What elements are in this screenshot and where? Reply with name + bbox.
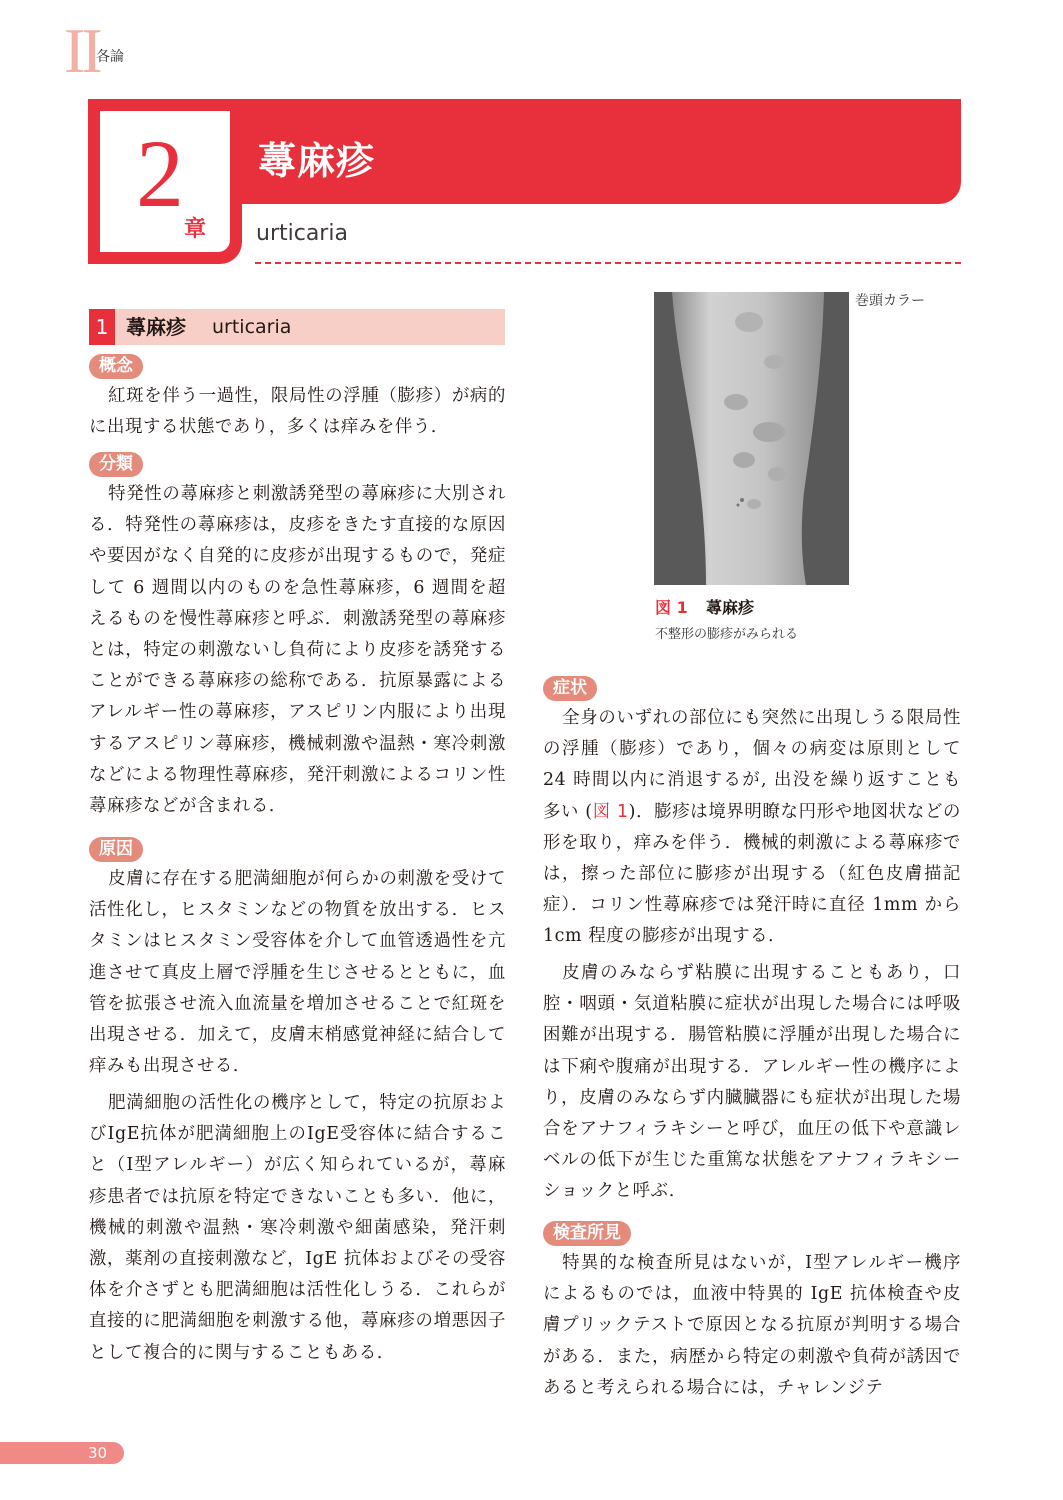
exam-paragraph: 特異的な検査所見はないが，Ⅰ型アレルギー機序によるものでは，血液中特異的 IgE 抗体検査や皮膚プリックテストで原因となる抗原が判明する場合がある．また，病歴から特定の刺激や負荷が誘因であると考えられる場合には，チャレンジテ <box>543 1253 961 1398</box>
figure-title: 蕁麻疹 <box>706 598 755 617</box>
part-label: 各論 <box>96 49 124 65</box>
symptoms-paragraph-2: 皮膚のみならず粘膜に出現することもあり，口腔・咽頭・気道粘膜に症状が出現した場合には呼吸困難が出現する．腸管粘膜に浮腫が出現した場合には下痢や腹痛が出現する．アレルギー性の機序により，皮膚のみならず内臓臓器にも症状が出現した場合をアナフィラキシーと呼び，血圧の低下や意識レベルの低下が生じた重篤な状態をアナフィラキシーショックと呼ぶ． <box>543 963 961 1202</box>
heading-symptoms: 症状 <box>543 676 597 701</box>
figure-1-reference[interactable]: 図 1 <box>592 801 629 822</box>
symptoms-paragraph-1 <box>543 703 961 953</box>
section-number: 1 <box>89 309 115 345</box>
chapter-divider <box>255 262 961 264</box>
cause-paragraph-2: 肥満細胞の活性化の機序として，特定の抗原およびIgE抗体が肥満細胞上のIgE受容体に結合すること（Ⅰ型アレルギー）が広く知られているが，蕁麻疹患者では抗原を特定できないことも多い．他に，機械的刺激や温熱・寒冷刺激や細菌感染，発汗刺激，薬剤の直接刺激など，IgE 抗体およびその受容体を介さずとも肥満細胞は活性化しうる．これらが直接的に肥満細胞を刺激する他，蕁麻疹の増悪因子として複合的に関与することもある． <box>89 1093 506 1363</box>
section-title: 蕁麻疹 <box>126 315 186 339</box>
chapter-number: 2 <box>136 120 184 227</box>
classification-paragraph: 特発性の蕁麻疹と刺激誘発型の蕁麻疹に大別される．特発性の蕁麻疹は，皮疹をきたす直接的な原因や要因がなく自発的に皮疹が出現するもので，発症して 6 週間以内のものを急性蕁麻疹，6 週間を超えるものを慢性蕁麻疹と呼ぶ．刺激誘発型の蕁麻疹とは，特定の刺激ないし負荷により皮疹を誘発することができる蕁麻疹の総称である．抗原暴露によるアレルギー性の蕁麻疹，アスピリン内服により出現するアスピリン蕁麻疹，機械刺激や温熱・寒冷刺激などによる物理性蕁麻疹，発汗刺激によるコリン性蕁麻疹などが含まれる． <box>89 484 506 817</box>
figure-tag: 巻頭カラー <box>855 293 925 309</box>
heading-classification: 分類 <box>89 452 143 477</box>
page-number: 30 <box>88 1444 108 1462</box>
symptoms-text-1b: )．膨疹は境界明瞭な円形や地図状などの形を取り，痒みを伴う．機械的刺激による蕁麻疹では，擦った部位に膨疹が出現する（紅色皮膚描記症）．コリン性蕁麻疹では発汗時に直径 1mm から 1cm 程度の膨疹が出現する． <box>543 801 961 947</box>
concept-paragraph: 紅斑を伴う一過性，限局性の浮腫（膨疹）が病的に出現する状態であり，多くは痒みを伴う． <box>89 386 506 438</box>
section-title-en: urticaria <box>212 316 292 338</box>
arm-illustration <box>654 292 849 585</box>
symptoms-text-1a: 全身のいずれの部位にも突然に出現しうる限局性の浮腫（膨疹）であり，個々の病変は原則として 24 時間以内に消退するが, 出没を繰り返すことも多い ( <box>543 708 961 822</box>
urticaria-photo <box>654 292 849 585</box>
figure-label: 図 1 <box>655 598 688 617</box>
chapter-word: 章 <box>184 217 207 242</box>
heading-exam: 検査所見 <box>543 1221 631 1246</box>
chapter-title: 蕁麻疹 <box>258 139 376 183</box>
heading-cause: 原因 <box>89 837 143 862</box>
heading-concept: 概念 <box>89 354 143 379</box>
cause-paragraph-1: 皮膚に存在する肥満細胞が何らかの刺激を受けて活性化し，ヒスタミンなどの物質を放出する．ヒスタミンはヒスタミン受容体を介して血管透過性を亢進させて真皮上層で浮腫を生じさせるとともに，血管を拡張させ流入血流量を増加させることで紅斑を出現させる．加えて，皮膚末梢感覚神経に結合して痒みも出現させる． <box>89 869 506 1077</box>
figure-caption: 不整形の膨疹がみられる <box>655 627 799 642</box>
part-numeral: II <box>64 15 99 86</box>
chapter-title-en: urticaria <box>256 221 348 246</box>
